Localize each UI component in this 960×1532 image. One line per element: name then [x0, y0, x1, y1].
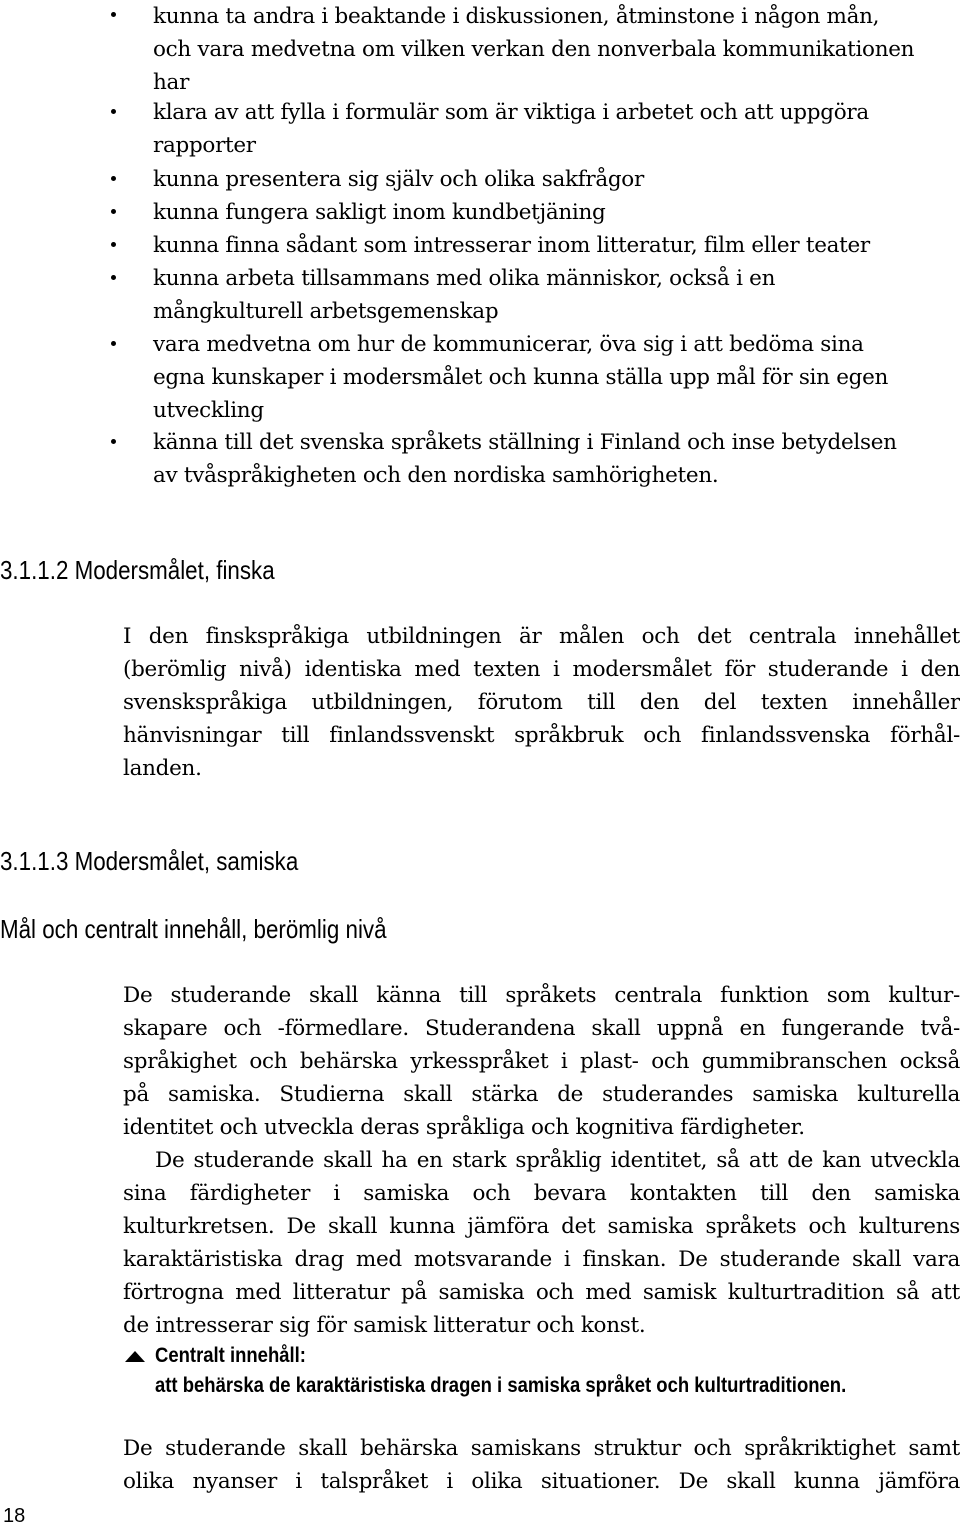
bullet-line: har [153, 70, 190, 95]
paragraph-line: De studerande skall känna till språkets centrala funktion som kultur- [123, 983, 960, 1008]
bullet-line: kunna ta andra i beaktande i diskussionen, åtminstone i någon mån, [153, 4, 880, 29]
paragraph-line: olika nyanser i talspråket i olika situationer. De skall kunna jämföra [123, 1469, 960, 1494]
bullet-icon [111, 439, 116, 444]
bullet-line: kunna finna sådant som intresserar inom litteratur, film eller teater [153, 233, 870, 258]
bullet-icon [111, 242, 116, 247]
bullet-icon [111, 12, 116, 17]
page-number: 18 [3, 1505, 26, 1527]
paragraph-line: De studerande skall ha en stark språklig identitet, så att de kan utveckla [155, 1148, 960, 1173]
bullet-icon [111, 275, 116, 280]
paragraph-line: förtrogna med litteratur på samiska och med samisk kulturtradition så att [123, 1280, 960, 1305]
bullet-line: känna till det svenska språkets ställning i Finland och inse betydelsen [153, 430, 897, 455]
paragraph-line: karaktäristiska drag med motsvarande i finskan. De studerande skall vara [123, 1247, 960, 1272]
paragraph-line: skapare och -förmedlare. Studerandena skall uppnå en fungerande två- [123, 1016, 960, 1041]
paragraph-line: hänvisningar till finlandssvenskt språkbruk och finlandssvenska förhål- [123, 723, 960, 748]
bullet-line: mångkulturell arbetsgemenskap [153, 299, 499, 324]
paragraph-line: identitet och utveckla deras språkliga och kognitiva färdigheter. [123, 1115, 805, 1140]
bullet-icon [111, 341, 116, 346]
note-text: att behärska de karaktäristiska dragen i samiska språket och kulturtraditionen. [155, 1374, 847, 1397]
bullet-line: kunna arbeta tillsammans med olika människor, också i en [153, 266, 776, 291]
bullet-icon [111, 109, 116, 114]
bullet-line: och vara medvetna om vilken verkan den nonverbala kommunikationen [153, 37, 915, 62]
bullet-icon [111, 176, 116, 181]
section-heading-finska: 3.1.1.2 Modersmålet, finska [0, 555, 275, 585]
paragraph-line: (berömlig nivå) identiska med texten i modersmålet för studerande i den [123, 657, 960, 682]
paragraph-line: De studerande skall behärska samiskans struktur och språkriktighet samt [123, 1436, 960, 1461]
paragraph-line: på samiska. Studierna skall stärka de studerandes samiska kulturella [123, 1082, 960, 1107]
bullet-line: rapporter [153, 133, 256, 158]
bullet-line: klara av att fylla i formulär som är viktiga i arbetet och att uppgöra [153, 100, 869, 125]
paragraph-line: kulturkretsen. De skall kunna jämföra det samiska språkets och kulturens [123, 1214, 960, 1239]
paragraph-line: svenskspråkiga utbildningen, förutom till den del texten innehåller [123, 690, 960, 715]
triangle-up-icon [125, 1351, 145, 1362]
bullet-line: egna kunskaper i modersmålet och kunna ställa upp mål för sin egen [153, 365, 889, 390]
bullet-line: av tvåspråkigheten och den nordiska samhörigheten. [153, 463, 719, 488]
section-heading-samiska: 3.1.1.3 Modersmålet, samiska [0, 846, 299, 876]
paragraph-line: språkighet och behärska yrkesspråket i plast- och gummibranschen också [123, 1049, 960, 1074]
bullet-line: kunna presentera sig själv och olika sakfrågor [153, 167, 644, 192]
paragraph-line: landen. [123, 756, 202, 781]
note-title: Centralt innehåll: [155, 1344, 306, 1367]
paragraph-line: de intresserar sig för samisk litteratur och konst. [123, 1313, 646, 1338]
bullet-line: vara medvetna om hur de kommunicerar, öva sig i att bedöma sina [153, 332, 864, 357]
paragraph-line: I den finskspråkiga utbildningen är målen och det centrala innehållet [123, 624, 960, 649]
bullet-icon [111, 209, 116, 214]
paragraph-line: sina färdigheter i samiska och bevara kontakten till den samiska [123, 1181, 960, 1206]
bullet-line: utveckling [153, 398, 264, 423]
bullet-line: kunna fungera sakligt inom kundbetjäning [153, 200, 606, 225]
subheading: Mål och centralt innehåll, berömlig nivå [0, 914, 387, 944]
